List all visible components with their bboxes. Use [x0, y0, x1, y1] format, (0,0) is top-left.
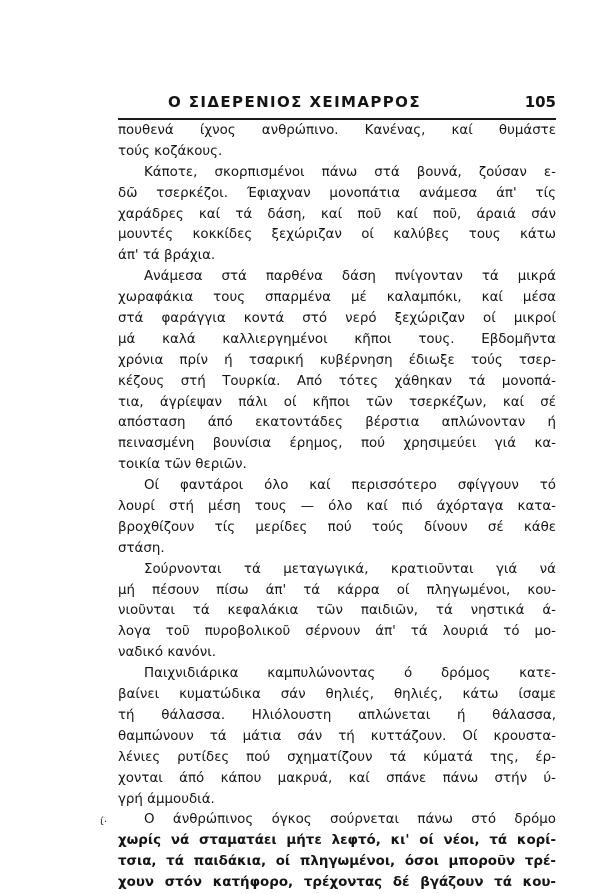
text-line: Παιχνιδιάρικα καμπυλώνοντας ό δρόμος κατε-	[144, 666, 556, 682]
text-line: τια, άγρίεψαν πάλι οί κῆποι τῶν τσερκέζων, καί σέ	[118, 394, 556, 410]
text-line: πεινασμένη βουνίσια έρημος, πού χρησιμεύει γιά κα-	[118, 436, 556, 452]
text-line: στά φαράγγια κοντά στό νερό ξεχώριζαν οί μικροί	[118, 311, 556, 327]
text-line: χωρίς νά σταματάει μήτε λεφτό, κι' οί νέοι, τά κορί-	[118, 833, 556, 849]
text-line: χονται άπό κάπου μακρυά, καί σπάνε πάνω στήν ύ-	[118, 770, 556, 786]
text-line: Ανάμεσα στά παρθένα δάση πνίγονταν τά μικρά	[144, 269, 556, 285]
text-line: Σούρνονται τά μεταγωγικά, κρατιοῦνται γιά νά	[144, 561, 556, 577]
text-line: απόσταση άπό εκατοντάδες βέρστια απλώνονταν ή	[118, 415, 556, 431]
margin-mark: ί·	[100, 815, 108, 828]
text-line: Κάποτε, σκορπισμένοι πάνω στά βουνά, ζούσαν ε-	[144, 164, 556, 180]
text-line: νιοῦνται τά κεφαλάκια τῶν παιδιῶν, τά νηστικά ά-	[118, 603, 556, 619]
text-line: άπ' τά βράχια.	[118, 248, 216, 264]
body-text	[118, 121, 556, 894]
text-line: λουρί στή μέση τους — όλο καί πιό άχόρταγα κατα-	[118, 499, 556, 515]
text-line: χωραφάκια τους σπαρμένα μέ καλαμπόκι, καί μέσα	[118, 290, 556, 306]
text-line: στάση.	[118, 540, 165, 556]
text-line: χαράδρες καί τά δάση, καί ποῦ καί ποῦ, άραιά σάν	[118, 206, 556, 222]
text-line: λογα τοῦ πυροβολικοῦ σέρνουν άπ' τά λουριά τό μο-	[118, 624, 556, 640]
text-line: τοικία τῶν θεριῶν.	[118, 457, 247, 473]
text-line: τσια, τά παιδάκια, οί πληγωμένοι, όσοι μποροῦν τρέ-	[118, 854, 556, 870]
text-line: χουν στόν κατήφορο, τρέχοντας δέ βγάζουν τά κου-	[118, 875, 556, 891]
header-rule	[118, 118, 556, 120]
text-line: χρόνια πρίν ή τσαρική κυβέρνηση έδιωξε τούς τσερ-	[118, 352, 556, 368]
text-line: λένιες ρυτίδες πού σχηματίζουν τά κύματά της, έρ-	[118, 749, 556, 765]
text-line: πουθενά ίχνος ανθρώπινο. Κανένας, καί θυμάστε	[118, 123, 556, 138]
text-line: κέζους στή Τουρκία. Από τότες χάθηκαν τά μονοπά-	[118, 373, 556, 389]
text-line: ναδικό κανόνι.	[118, 645, 217, 661]
text-line: Ο άνθρώπινος όγκος σούρνεται πάνω στό δρόμο	[144, 812, 556, 828]
text-line: βροχθίζουν τίς μερίδες πού τούς δίνουν σέ κάθε	[118, 519, 556, 535]
text-line: βαίνει κυματώδικα σάν θηλιές, θηλιές, κάτω ίσαμε	[118, 687, 556, 703]
text-line: τή θάλασσα. Ηλιόλουστη απλώνεται ή θάλασσα,	[118, 707, 556, 723]
page-number: 105	[524, 93, 556, 111]
page-header	[118, 93, 556, 117]
text-line: γρή άμμουδιά.	[118, 791, 215, 807]
text-line: μά καλά καλλιεργημένοι κῆποι τους. Εβδομῆντα	[118, 331, 556, 347]
running-title: Ο ΣΙΔΕΡΕΝΙΟΣ ΧΕΙΜΑΡΡΟΣ	[168, 93, 421, 111]
text-line: θαμπώνουν τά μάτια σάν τή κυττάζουν. Οί κρουστα-	[118, 728, 556, 744]
text-line: μουντές κοκκίδες ξεχώριζαν οί καλύβες τους κάτω	[118, 227, 556, 243]
text-line: μή πέσουν πίσω άπ' τά κάρρα οί πληγωμένοι, κου-	[118, 582, 556, 598]
text-line: τούς κοζάκους.	[118, 143, 223, 159]
text-line: Οί φαντάροι όλο καί περισσότερο σφίγγουν τό	[144, 478, 556, 494]
text-line: δῶ τσερκέζοι. Έφιαχναν μονοπάτια ανάμεσα άπ' τίς	[118, 185, 556, 201]
